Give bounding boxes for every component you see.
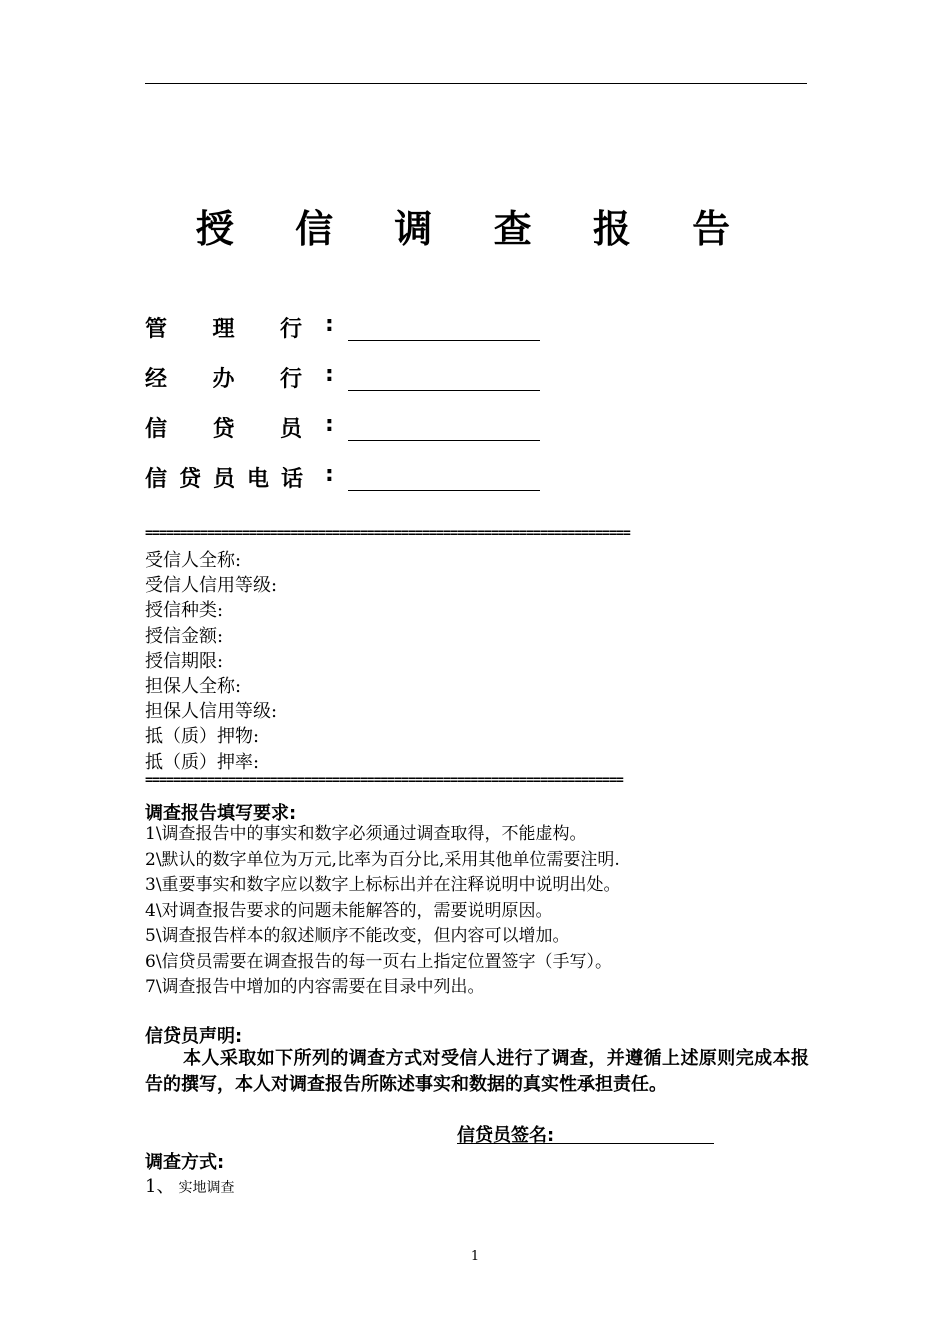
field-label: 管 理 行 [145,317,302,342]
field-label: 信 贷 员 电 话 [145,467,303,492]
requirement-item: 6\信贷员需要在调查报告的每一页右上指定位置签字（手写）。 [145,951,613,972]
info-item: 抵（质）押率: [145,751,260,773]
declaration-title: 信贷员声明: [145,1026,243,1047]
fill-blank[interactable] [348,340,540,341]
requirement-item: 4\对调查报告要求的问题未能解答的，需要说明原因。 [145,900,553,921]
fill-blank[interactable] [348,390,540,391]
fill-blank[interactable] [348,490,540,491]
credit-info-list [145,548,277,775]
report-title: 授 信 调 查 报 告 [195,207,755,251]
separator-bottom: ===================================================================== [145,774,623,788]
signature-label: 信贷员签名: [457,1125,555,1146]
page-number: 1 [470,1249,480,1264]
method-text: 实地调查 [178,1180,235,1196]
info-item: 担保人信用等级: [145,701,278,723]
info-item: 担保人全称: [145,676,242,698]
method-item [145,1172,234,1198]
info-item: 受信人全称: [145,550,242,571]
method-number: 1、 [145,1176,175,1197]
info-item: 授信种类: [145,600,224,622]
declaration-body: 本人采取如下所列的调查方式对受信人进行了调查，并遵循上述原则完成本报告的撰写，本人对调查报告所陈述事实和数据的真实性承担责任。 [145,1048,809,1095]
field-label: 信 贷 员 [145,417,302,442]
requirement-item: 5\调查报告样本的叙述顺序不能改变，但内容可以增加。 [145,926,570,946]
signature-line[interactable] [457,1143,714,1144]
requirement-item: 7\调查报告中增加的内容需要在目录中列出。 [145,977,485,997]
requirements-list [145,822,621,1001]
requirement-item: 3\重要事实和数字应以数字上标标出并在注释说明中说明出处。 [145,875,621,895]
requirements-title: 调查报告填写要求: [145,803,297,824]
methods-title: 调查方式: [145,1152,225,1173]
fill-blank[interactable] [348,440,540,441]
header-rule [145,83,807,84]
info-item: 抵（质）押物: [145,726,260,748]
info-item: 授信金额: [145,625,224,647]
requirement-item: 1\调查报告中的事实和数字必须通过调查取得，不能虚构。 [145,824,587,844]
field-label: 经 办 行 [145,367,302,392]
info-item: 授信期限: [145,650,224,672]
requirement-item: 2\默认的数字单位为万元,比率为百分比,采用其他单位需要注明. [145,849,620,870]
separator-top: ====================================================================== [145,527,630,541]
info-item: 受信人信用等级: [145,575,278,597]
